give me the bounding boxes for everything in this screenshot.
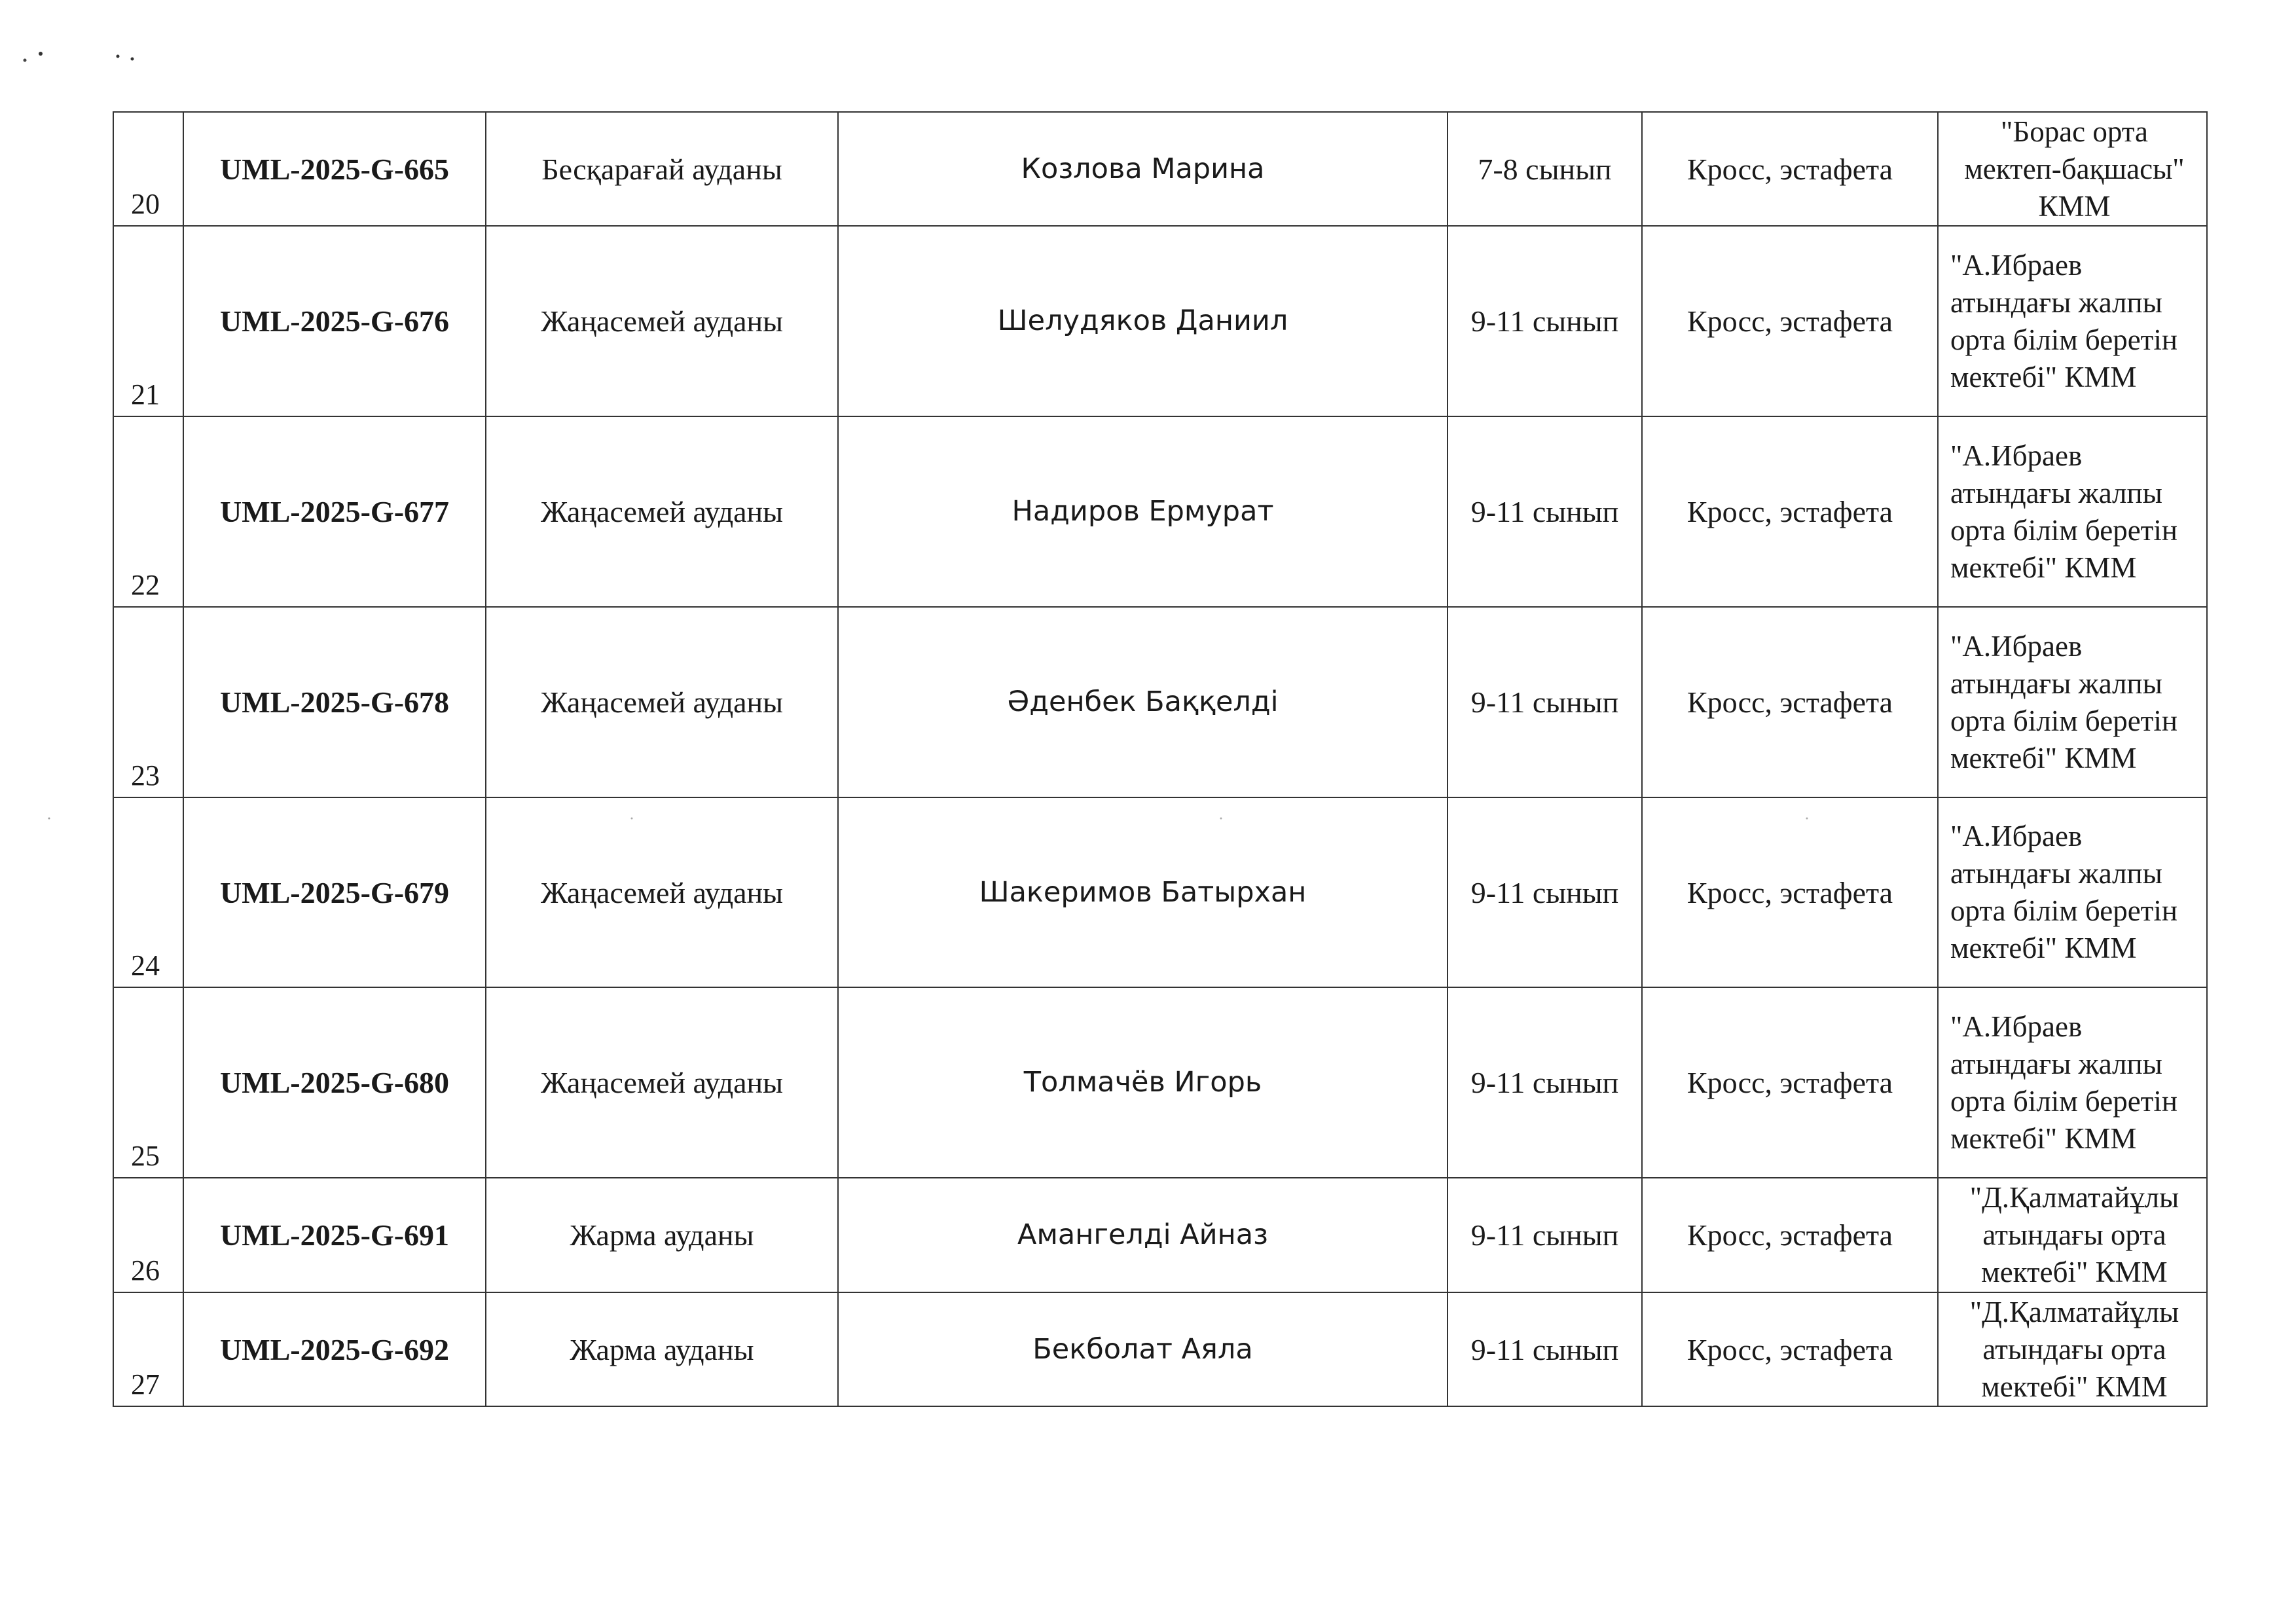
participant-name: Шакеримов Батырхан	[838, 797, 1448, 987]
row-number: 24	[113, 797, 183, 987]
table-row	[113, 797, 2207, 987]
district: Жаңасемей ауданы	[486, 416, 838, 607]
table-row	[113, 112, 2207, 226]
event: Кросс, эстафета	[1642, 1178, 1938, 1292]
district: Бесқарағай ауданы	[486, 112, 838, 226]
table-row	[113, 1178, 2207, 1292]
table-row	[113, 607, 2207, 797]
participant-code: UML-2025-G-677	[183, 416, 486, 607]
school: "А.Ибраев атындағы жалпы орта білім беретін мектебі" КММ	[1938, 987, 2207, 1178]
participant-name: Надиров Ермурат	[838, 416, 1448, 607]
event: Кросс, эстафета	[1642, 607, 1938, 797]
district: Жарма ауданы	[486, 1178, 838, 1292]
event: Кросс, эстафета	[1642, 987, 1938, 1178]
row-number: 20	[113, 112, 183, 226]
table-row	[113, 1292, 2207, 1406]
participant-code: UML-2025-G-678	[183, 607, 486, 797]
table-row	[113, 226, 2207, 416]
row-number: 22	[113, 416, 183, 607]
school: "Д.Қалматайұлы атындағы орта мектебі" КММ	[1938, 1178, 2207, 1292]
table-row	[113, 987, 2207, 1178]
participants-table	[113, 111, 2208, 1407]
grade: 9-11 сынып	[1448, 1292, 1642, 1406]
grade: 9-11 сынып	[1448, 226, 1642, 416]
school: "А.Ибраев атындағы жалпы орта білім беретін мектебі" КММ	[1938, 226, 2207, 416]
participant-code: UML-2025-G-692	[183, 1292, 486, 1406]
event: Кросс, эстафета	[1642, 797, 1938, 987]
district: Жаңасемей ауданы	[486, 797, 838, 987]
participant-code: UML-2025-G-680	[183, 987, 486, 1178]
table-row	[113, 416, 2207, 607]
participant-code: UML-2025-G-676	[183, 226, 486, 416]
event: Кросс, эстафета	[1642, 1292, 1938, 1406]
grade: 9-11 сынып	[1448, 416, 1642, 607]
district: Жаңасемей ауданы	[486, 607, 838, 797]
grade: 9-11 сынып	[1448, 987, 1642, 1178]
row-number: 27	[113, 1292, 183, 1406]
district: Жаңасемей ауданы	[486, 987, 838, 1178]
participant-name: Бекболат Аяла	[838, 1292, 1448, 1406]
row-number: 21	[113, 226, 183, 416]
school: "Борас орта мектеп-бақшасы" КММ	[1938, 112, 2207, 226]
participant-code: UML-2025-G-665	[183, 112, 486, 226]
event: Кросс, эстафета	[1642, 112, 1938, 226]
school: "А.Ибраев атындағы жалпы орта білім беретін мектебі" КММ	[1938, 797, 2207, 987]
school: "А.Ибраев атындағы жалпы орта білім беретін мектебі" КММ	[1938, 416, 2207, 607]
participant-code: UML-2025-G-691	[183, 1178, 486, 1292]
row-number: 23	[113, 607, 183, 797]
participant-name: Амангелді Айназ	[838, 1178, 1448, 1292]
row-number: 26	[113, 1178, 183, 1292]
participant-name: Шелудяков Даниил	[838, 226, 1448, 416]
event: Кросс, эстафета	[1642, 226, 1938, 416]
district: Жарма ауданы	[486, 1292, 838, 1406]
participant-code: UML-2025-G-679	[183, 797, 486, 987]
event: Кросс, эстафета	[1642, 416, 1938, 607]
grade: 9-11 сынып	[1448, 607, 1642, 797]
row-number: 25	[113, 987, 183, 1178]
district: Жаңасемей ауданы	[486, 226, 838, 416]
participant-name: Толмачёв Игорь	[838, 987, 1448, 1178]
grade: 7-8 сынып	[1448, 112, 1642, 226]
school: "А.Ибраев атындағы жалпы орта білім беретін мектебі" КММ	[1938, 607, 2207, 797]
participant-name: Козлова Марина	[838, 112, 1448, 226]
school: "Д.Қалматайұлы атындағы орта мектебі" КММ	[1938, 1292, 2207, 1406]
grade: 9-11 сынып	[1448, 1178, 1642, 1292]
participant-name: Әденбек Баққелді	[838, 607, 1448, 797]
grade: 9-11 сынып	[1448, 797, 1642, 987]
